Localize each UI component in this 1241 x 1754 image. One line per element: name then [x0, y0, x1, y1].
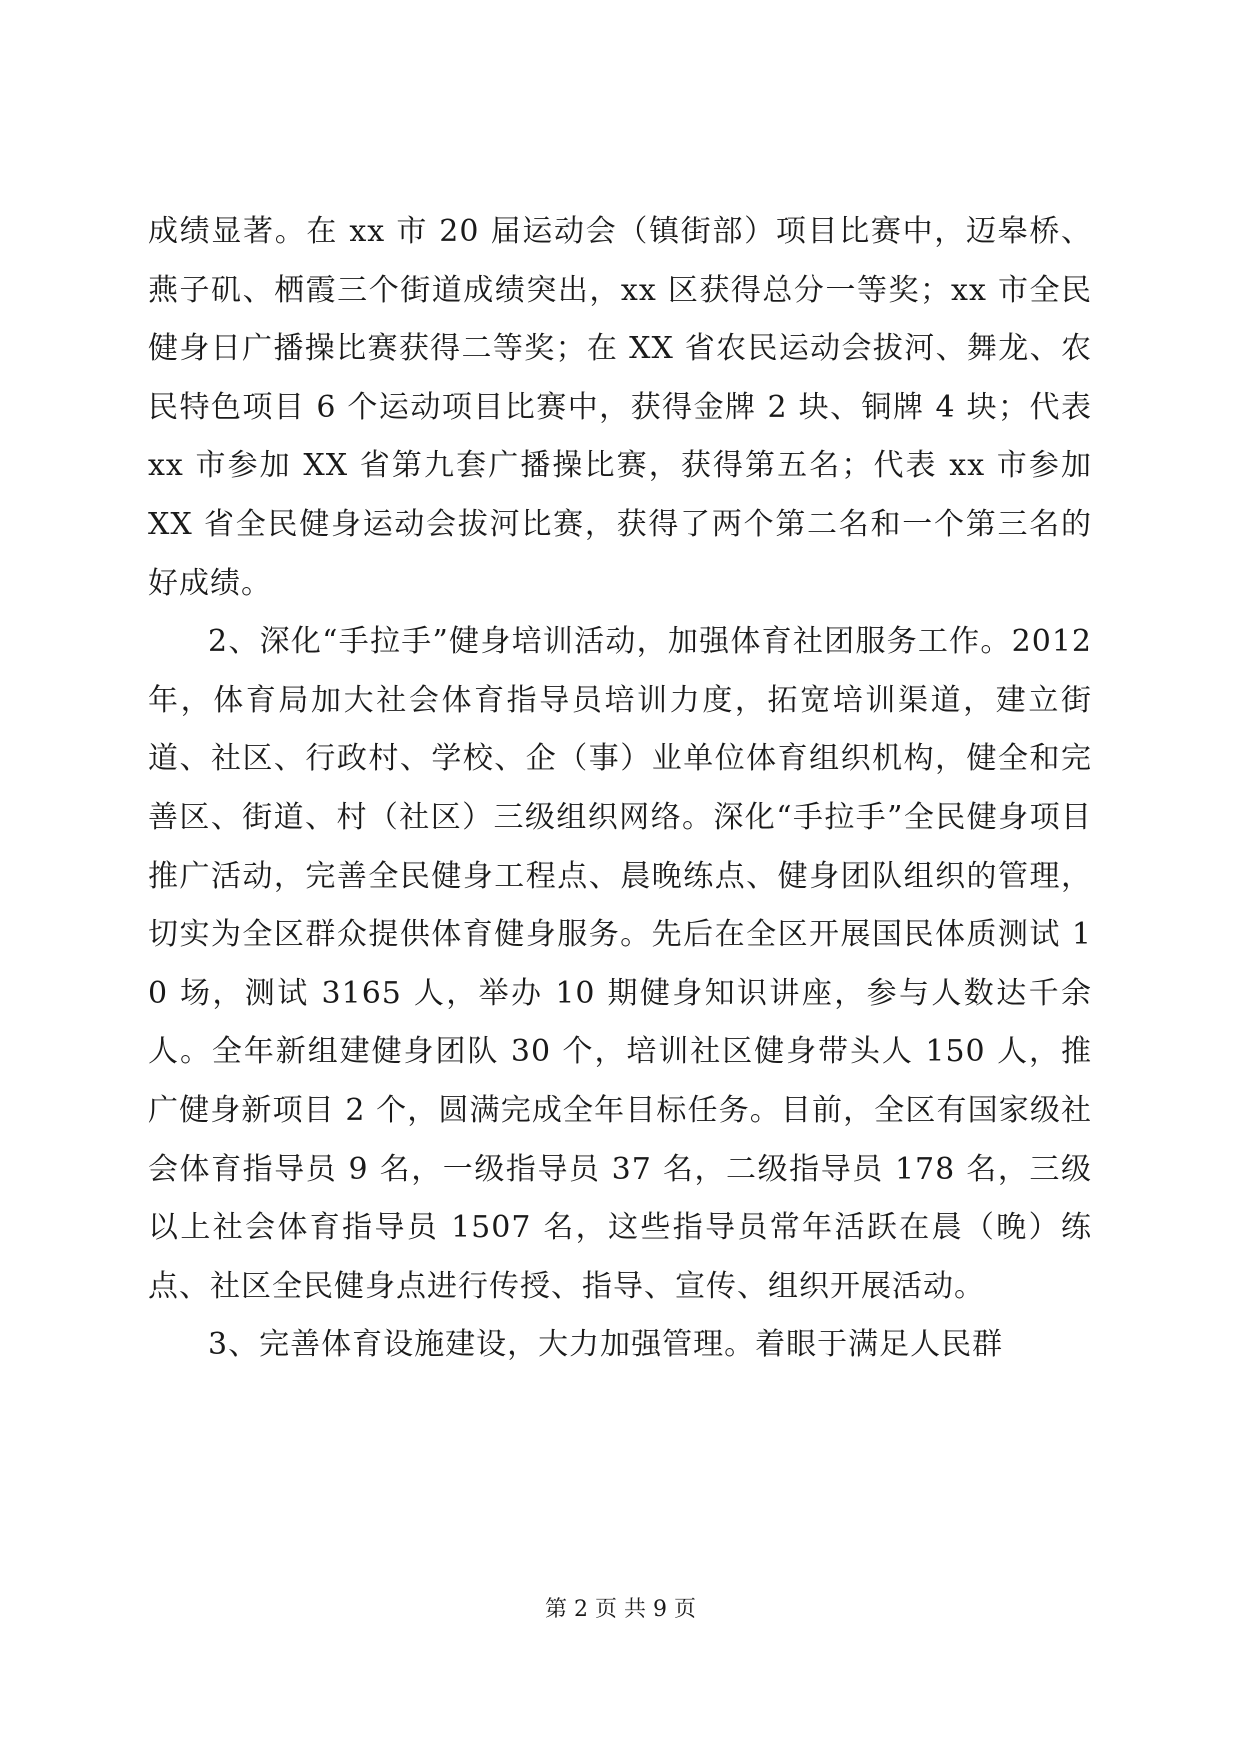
paragraph-item-2: 2、深化“手拉手”健身培训活动，加强体育社团服务工作。2012 年，体育局加大社会体育指导员培训力度，拓宽培训渠道，建立街道、社区、行政村、学校、企（事）业单位体育组织机构，健全和完善区、街道、村（社区）三级组织网络。深化“手拉手”全民健身项目推广活动，完善全民健身工程点、晨晚练点、健身团队组织的管理，切实为全区群众提供体育健身服务。先后在全区开展国民体质测试 10 场，测试 3165 人，举办 10 期健身知识讲座，参与人数达千余人。全年新组建健身团队 30 个，培训社区健身带头人 150 人，推广健身新项目 2 个，圆满完成全年目标任务。目前，全区有国家级社会体育指导员 9 名，一级指导员 37 名，二级指导员 178 名，三级以上社会体育指导员 1507 名，这些指导员常年活跃在晨（晚）练点、社区全民健身点进行传授、指导、宣传、组织开展活动。 [148, 624, 1092, 1304]
document-body [148, 203, 1092, 1375]
paragraph-item-3: 3、完善体育设施建设，大力加强管理。着眼于满足人民群 [208, 1327, 1004, 1363]
page-number-footer: 第 2 页 共 9 页 [545, 1597, 696, 1622]
paragraph-continuation: 成绩显著。在 xx 市 20 届运动会（镇街部）项目比赛中，迈皋桥、燕子矶、栖霞三个街道成绩突出，xx 区获得总分一等奖；xx 市全民健身日广播操比赛获得二等奖；在 XX 省农民运动会拔河、舞龙、农民特色项目 6 个运动项目比赛中，获得金牌 2 块、铜牌 4 块；代表 xx 市参加 XX 省第九套广播操比赛，获得第五名；代表 xx 市参加 XX 省全民健身运动会拔河比赛，获得了两个第二名和一个第三名的好成绩。 [148, 214, 1092, 601]
